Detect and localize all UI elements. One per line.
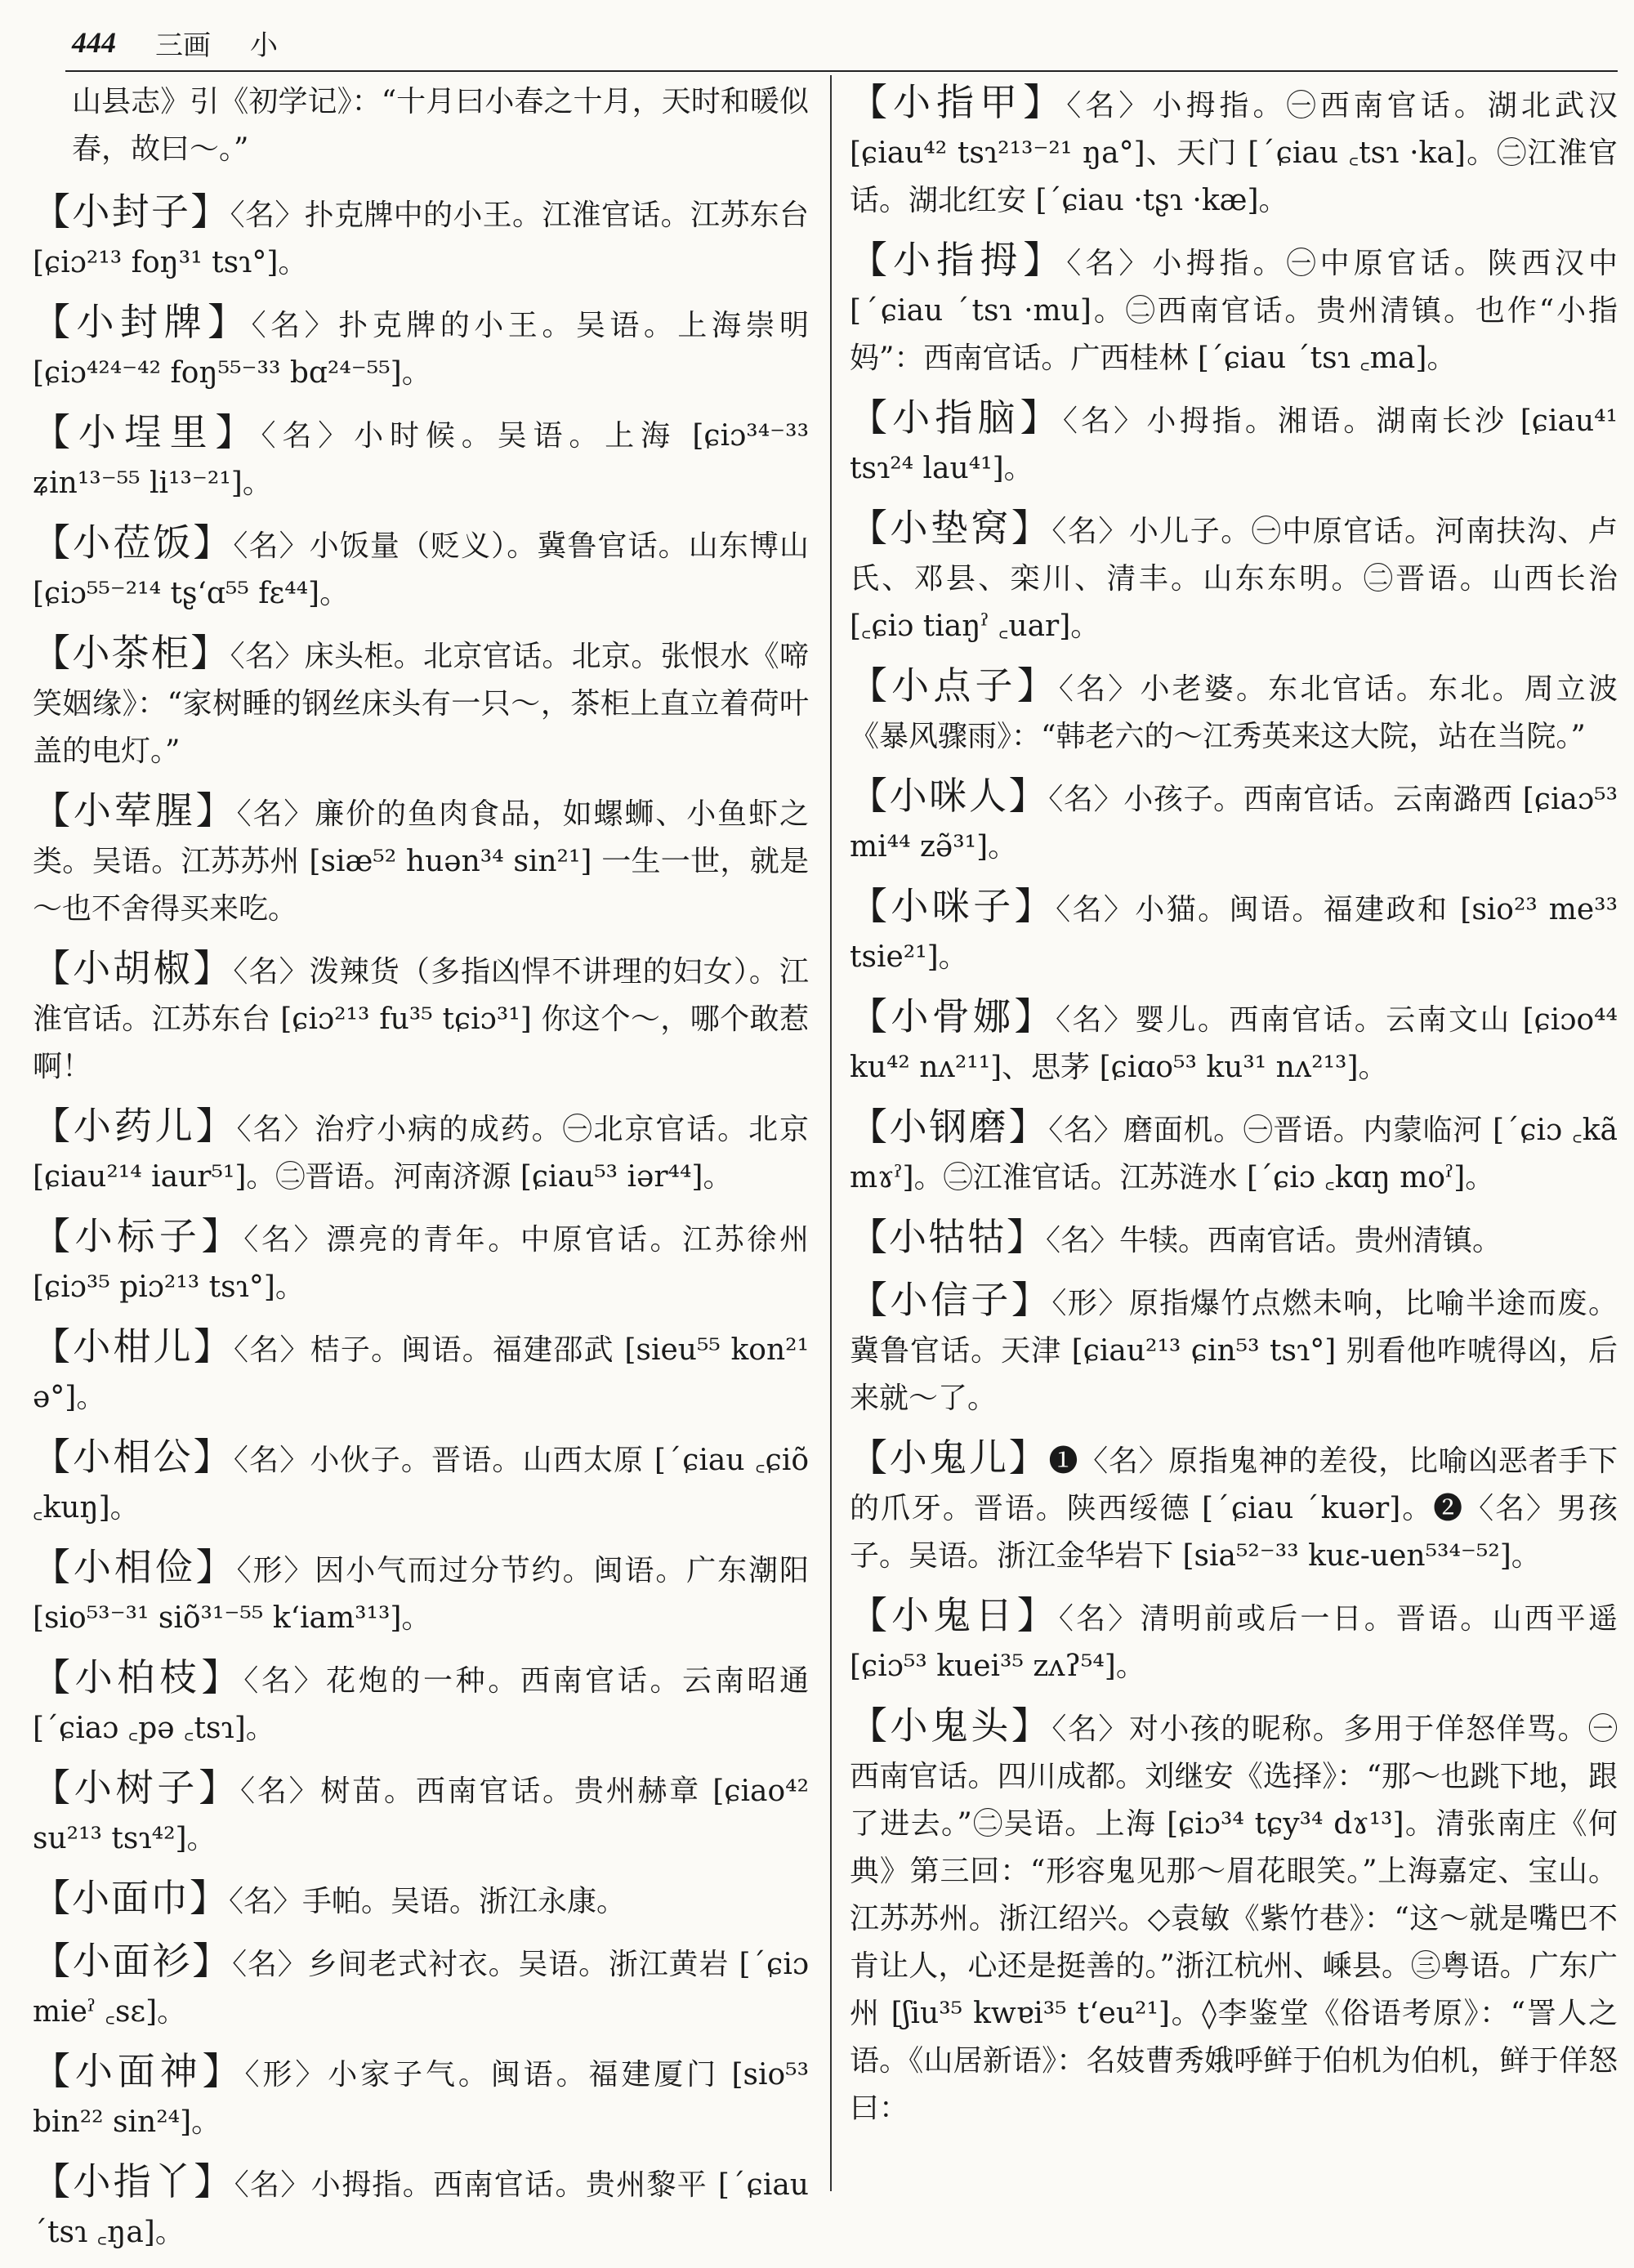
entry-headword: 【小点子】 — [850, 663, 1059, 708]
entry-definition: 〈名〉桔子。闽语。福建邵武 [sieu⁵⁵ kon²¹ ə°]。 — [33, 1333, 809, 1414]
entry-headword: 【小封子】 — [33, 190, 230, 234]
dict-entry — [850, 394, 1618, 493]
entry-definition: 〈形〉因小气而过分节约。闽语。广东潮阳 [sio⁵³⁻³¹ siõ³¹⁻⁵⁵ kʻiam³¹³]。 — [33, 1554, 809, 1635]
entry-headword: 【小面巾】 — [33, 1876, 229, 1920]
entry-definition: 〈名〉小拇指。㊀中原官话。陕西汉中 [ˊɕiau ˊtsɿ ·mu]。㊁西南官话。贵州清镇。也作“小指妈”：西南官话。广西桂林 [ˊɕiau ˊtsɿ ꜀ma]。 — [850, 247, 1618, 375]
entry-headword: 【小茶柜】 — [33, 631, 230, 675]
entry-definition: 〈名〉小老婆。东北官话。东北。周立波《暴风骤雨》：“韩老六的～江秀英来这大院，站在当院。” — [850, 672, 1618, 753]
dict-entry — [33, 1937, 809, 2036]
dict-entry — [33, 1102, 809, 1201]
entry-headword: 【小钢磨】 — [850, 1105, 1049, 1149]
header-rule — [65, 70, 1618, 72]
left-column — [33, 78, 809, 2268]
dict-entry — [33, 1543, 809, 1642]
dict-entry — [33, 787, 809, 933]
entry-headword: 【小柏枝】 — [33, 1655, 244, 1699]
entry-definition: 〈名〉扑克牌中的小王。江淮官话。江苏东台 [ɕiɔ²¹³ foŋ³¹ tsɿ°]。 — [33, 199, 809, 279]
entry-headword: 【小鬼头】 — [850, 1703, 1052, 1748]
entry-headword: 【小柑儿】 — [33, 1324, 234, 1368]
dict-entry — [33, 944, 809, 1091]
entry-definition: 〈名〉小拇指。㊀西南官话。湖北武汉 [ɕiau⁴² tsɿ²¹³⁻²¹ ŋa°]、天门 [ˊɕiau ꜀tsɿ ·ka]。㊁江淮官话。湖北红安 [ˊɕiau ·tʂɿ ·kæ]。 — [850, 89, 1618, 217]
entry-headword: 【小咪子】 — [850, 884, 1056, 928]
entry-definition: 〈形〉小家子气。闽语。福建厦门 [sio⁵³ bin²² sin²⁴]。 — [33, 2058, 810, 2139]
entry-definition: 〈名〉对小孩的昵称。多用于佯怒佯骂。㊀西南官话。四川成都。刘继安《选择》：“那～也跳下地，跟了进去。”㊁吴语。上海 [ɕiɔ³⁴ tɕy³⁴ dɤ¹³]。清张南庄《何典》第三回：“形容鬼见那～眉花眼笑。”上海嘉定、宝山。江苏苏州。浙江绍兴。◇袁敏《紫竹巷》：“这～就是嘴巴不肯让人，心还是挺善的。”浙江杭州、嵊县。㊂粤语。广东广州 [ʃiu³⁵ kwɐi³⁵ tʻeu²¹]。◊李鉴堂《俗语考原》：“詈人之语。《山居新语》：名妓曹秀娥呼鲜于伯机为伯机，鲜于佯怒曰： — [850, 1712, 1618, 2125]
entry-definition: 〈名〉婴儿。西南官话。云南文山 [ɕiɔo⁴⁴ ku⁴² nʌ²¹¹]、思茅 [ɕiɑo⁵³ ku³¹ nʌ²¹³]。 — [850, 1003, 1618, 1084]
entry-headword: 【小封牌】 — [33, 300, 252, 344]
entry-headword: 【小相俭】 — [33, 1545, 237, 1589]
entry-headword: 【小树子】 — [33, 1766, 241, 1810]
entry-definition: 〈名〉乡间老式衬衣。吴语。浙江黄岩 [ˊɕiɔ mieˀ ꜀sɛ]。 — [33, 1948, 810, 2029]
dict-entry — [33, 1654, 809, 1752]
dict-entry — [33, 519, 809, 618]
dict-entry — [850, 236, 1618, 382]
stroke-section: 三画 — [155, 29, 211, 62]
dict-entry — [850, 1702, 1618, 2132]
entry-definition: 〈名〉小伙子。晋语。山西太原 [ˊɕiau ꜀ɕiõ ꜀kuŋ]。 — [33, 1444, 810, 1525]
entry-definition: 〈名〉磨面机。㊀晋语。内蒙临河 [ˊɕiɔ ꜀kã mɤˀ]。㊁江淮官话。江苏涟水 [ˊɕiɔ ꜀kɑŋ moˀ]。 — [850, 1114, 1618, 1194]
entry-headword: 【小胡椒】 — [33, 946, 234, 990]
dict-entry — [33, 2158, 809, 2257]
entry-definition: 〈名〉花炮的一种。西南官话。云南昭通 [ˊɕiaɔ ꜀pə ꜀tsɿ]。 — [33, 1664, 809, 1745]
entry-definition: 〈名〉泼辣货（多指凶悍不讲理的妇女）。江淮官话。江苏东台 [ɕiɔ²¹³ fu³⁵ tɕiɔ³¹] 你这个～，哪个敢惹啊！ — [33, 955, 809, 1083]
dict-entry — [33, 298, 809, 397]
entry-definition: 〈名〉树苗。西南官话。贵州赫章 [ɕiao⁴² su²¹³ tsɿ⁴²]。 — [33, 1775, 810, 1855]
entry-definition: 〈名〉小拇指。西南官话。贵州黎平 [ˊɕiau ˊtsɿ ꜀ŋa]。 — [33, 2168, 809, 2249]
dict-entry — [33, 1764, 809, 1863]
radical-char: 小 — [250, 29, 278, 62]
dict-entry — [850, 993, 1618, 1092]
entry-definition: 〈名〉小孩子。西南官话。云南潞西 [ɕiaɔ⁵³ mi⁴⁴ zə̃³¹]。 — [850, 783, 1618, 864]
page-header — [72, 20, 1608, 65]
entry-headword: 【小咪人】 — [850, 774, 1049, 818]
entry-definition: 〈名〉治疗小病的成药。㊀北京官话。北京 [ɕiau²¹⁴ iaur⁵¹]。㊁晋语。河南济源 [ɕiau⁵³ iər⁴⁴]。 — [33, 1113, 809, 1194]
dict-entry — [850, 504, 1618, 650]
entry-headword: 【小指甲】 — [850, 80, 1067, 124]
entry-definition: 〈名〉清明前或后一日。晋语。山西平遥 [ɕiɔ⁵³ kuei³⁵ zʌʔ⁵⁴]。 — [850, 1602, 1618, 1683]
dict-entry — [850, 1213, 1618, 1265]
continuation-text: 山县志》引《初学记》：“十月曰小春之十月，天时和暖似春，故曰～。” — [72, 85, 809, 166]
dict-entry — [850, 1103, 1618, 1202]
entry-definition: 〈名〉小拇指。湘语。湖南长沙 [ɕiau⁴¹ tsɿ²⁴ lau⁴¹]。 — [850, 404, 1618, 485]
entry-definition: 〈名〉手帕。吴语。浙江永康。 — [229, 1885, 627, 1918]
entry-headword: 【小指脑】 — [850, 395, 1063, 440]
entry-headword: 【小药儿】 — [33, 1104, 237, 1148]
entry-headword: 【小骨娜】 — [850, 994, 1056, 1038]
entry-headword: 【小指丫】 — [33, 2159, 234, 2203]
dict-entry — [33, 188, 809, 287]
entry-definition: 〈名〉小儿子。㊀中原官话。河南扶沟、卢氏、邓县、栾川、清丰。山东东明。㊁晋语。山西长治 [꜀ɕiɔ tiaŋˀ ꜀uar]。 — [850, 515, 1618, 643]
entry-headword: 【小鬼日】 — [850, 1593, 1059, 1637]
entry-headword: 【小垫窝】 — [850, 506, 1052, 550]
dict-entry — [33, 2047, 809, 2146]
entry-definition: 〈名〉漂亮的青年。中原官话。江苏徐州 [ɕiɔ³⁵ piɔ²¹³ tsɿ°]。 — [33, 1223, 809, 1304]
dict-entry — [850, 772, 1618, 871]
entry-definition: 〈名〉牛犊。西南官话。贵州清镇。 — [1046, 1224, 1502, 1257]
dict-entry — [33, 409, 809, 507]
entry-headword: 【小面神】 — [33, 2049, 245, 2093]
dict-entry — [850, 662, 1618, 761]
entry-headword: 【小信子】 — [850, 1278, 1052, 1322]
dict-entry — [850, 1592, 1618, 1690]
entry-headword: 【小标子】 — [33, 1214, 244, 1258]
dict-entry — [33, 1433, 809, 1532]
entry-definition: 〈名〉小饭量（贬义）。冀鲁官话。山东博山 [ɕiɔ⁵⁵⁻²¹⁴ tʂʻɑ⁵⁵ fɛ⁴⁴]。 — [33, 529, 809, 610]
dict-entry — [850, 1276, 1618, 1422]
dict-entry — [850, 882, 1618, 981]
entry-definition: 〈名〉床头柜。北京官话。北京。张恨水《啼笑姻缘》：“家树睡的钢丝床头有一只～，茶柜上直立着荷叶盖的电灯。” — [33, 640, 809, 768]
entry-headword: 【小相公】 — [33, 1435, 234, 1479]
entry-headword: 【小面衫】 — [33, 1939, 233, 1983]
entry-headword: 【小荤腥】 — [33, 788, 237, 833]
entry-definition: ❶〈名〉原指鬼神的差役，比喻凶恶者手下的爪牙。晋语。陕西绥德 [ˊɕiau ˊkuər]。❷〈名〉男孩子。吴语。浙江金华岩下 [sia⁵²⁻³³ kuɛ-uen⁵³⁴⁻⁵²]。 — [850, 1444, 1618, 1573]
dict-entry — [33, 1874, 809, 1926]
dict-entry — [850, 1434, 1618, 1580]
dict-entry — [33, 629, 809, 775]
dict-entry — [33, 1212, 809, 1311]
entry-definition: 〈名〉廉价的鱼肉食品，如螺蛳、小鱼虾之类。吴语。江苏苏州 [siæ⁵² huən³⁴ sin²¹] 一生一世，就是～也不舍得买来吃。 — [33, 797, 809, 926]
entry-headword: 【小指拇】 — [850, 238, 1067, 282]
dict-entry — [33, 1323, 809, 1422]
dict-entry — [850, 78, 1618, 225]
right-column — [850, 78, 1618, 2144]
entry-headword: 【小莅饭】 — [33, 520, 234, 565]
entry-definition: 〈名〉小猫。闽语。福建政和 [sio²³ me³³ tsie²¹]。 — [850, 893, 1618, 974]
entry-definition: 〈形〉原指爆竹点燃未响，比喻半途而废。冀鲁官话。天津 [ɕiau²¹³ ɕin⁵³ tsɿ°] 别看他咋唬得凶，后来就～了。 — [850, 1287, 1618, 1415]
entry-definition: 〈名〉小时候。吴语。上海 [ɕiɔ³⁴⁻³³ ʑin¹³⁻⁵⁵ li¹³⁻²¹]。 — [33, 419, 810, 500]
entry-headword: 【小牯牯】 — [850, 1215, 1046, 1259]
column-divider — [830, 75, 832, 2191]
entry-definition: 〈名〉扑克牌的小王。吴语。上海崇明 [ɕiɔ⁴²⁴⁻⁴² foŋ⁵⁵⁻³³ bɑ²⁴⁻⁵⁵]。 — [33, 309, 809, 390]
entry-headword: 【小埕里】 — [33, 410, 261, 454]
entry-headword: 【小鬼儿】 — [850, 1435, 1049, 1480]
page-number: 444 — [72, 26, 116, 59]
